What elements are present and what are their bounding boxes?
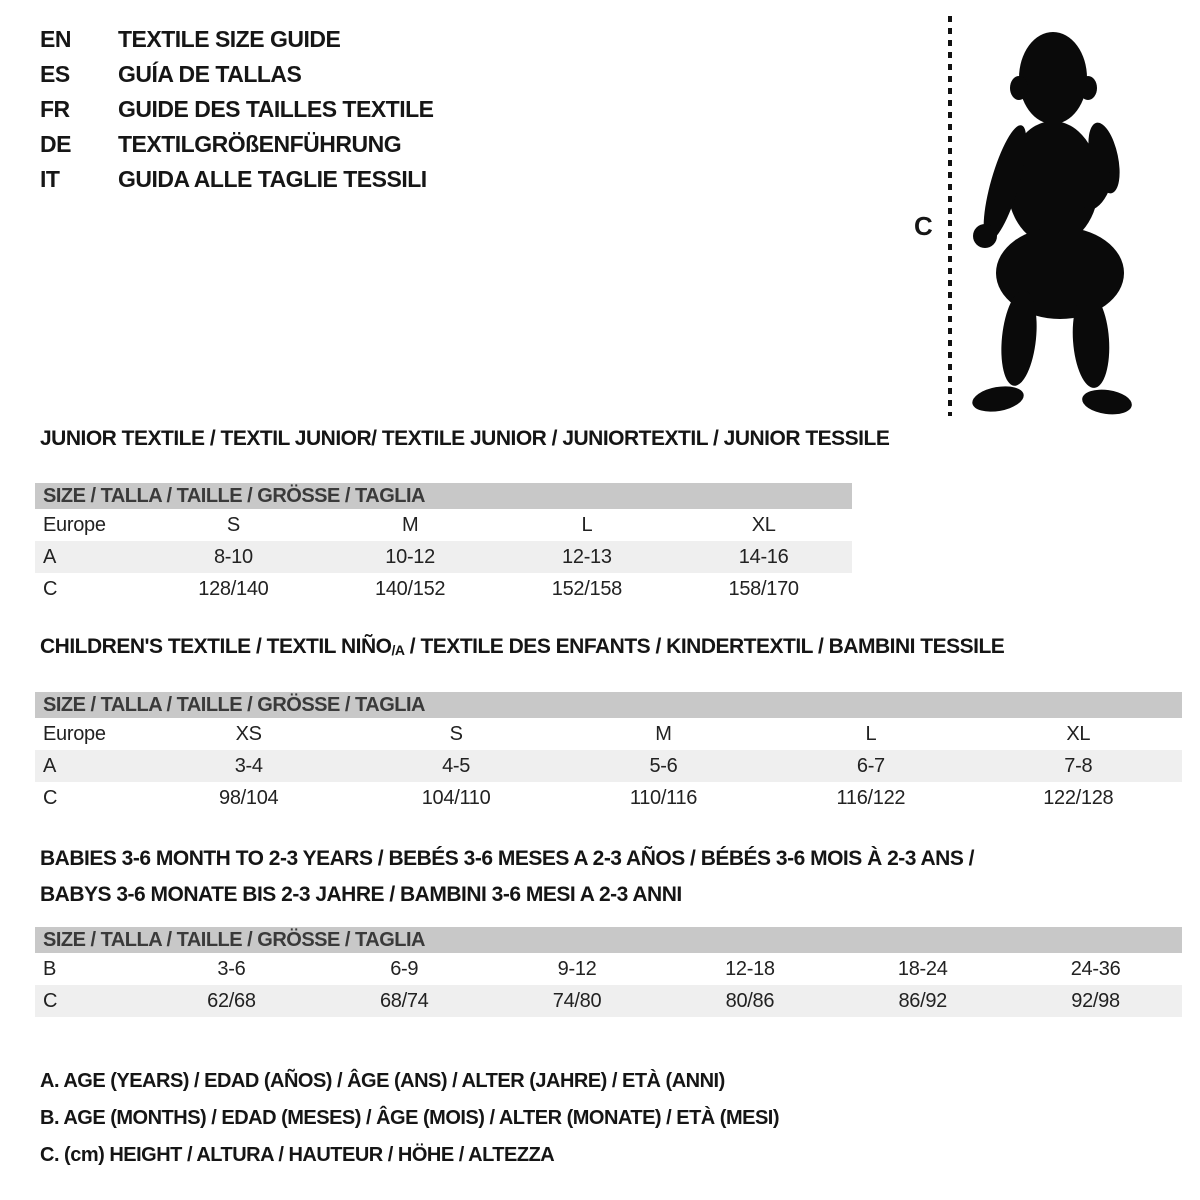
- table-row: [35, 782, 1182, 814]
- language-guide-title: GUIDE DES TAILLES TEXTILE: [118, 96, 434, 122]
- language-code: ES: [40, 61, 70, 87]
- row-cell: 122/128: [1043, 786, 1114, 809]
- language-title-list: [40, 22, 434, 197]
- row-cell: 158/170: [728, 577, 799, 600]
- row-cell: S: [226, 513, 240, 536]
- row-label: C: [43, 786, 58, 809]
- row-cell: 14-16: [738, 545, 789, 568]
- language-guide-title: TEXTILE SIZE GUIDE: [118, 26, 341, 52]
- section-title: [35, 841, 1182, 913]
- language-row: [40, 57, 434, 92]
- height-dashed-line: [948, 16, 952, 416]
- row-cell: 68/74: [379, 989, 429, 1012]
- row-label: C: [43, 577, 58, 600]
- language-guide-title: TEXTILGRÖßENFÜHRUNG: [118, 131, 402, 157]
- footnote-line: B. AGE (MONTHS) / EDAD (MESES) / ÂGE (MOIS) / ALTER (MONATE) / ETÀ (MESI): [40, 1107, 780, 1129]
- table-header-bar: SIZE / TALLA / TAILLE / GRÖSSE / TAGLIA: [35, 483, 852, 509]
- row-cell: 6-9: [390, 957, 419, 980]
- language-row: [40, 92, 434, 127]
- row-cell: 24-36: [1070, 957, 1121, 980]
- language-code: FR: [40, 96, 70, 122]
- row-cell: L: [581, 513, 593, 536]
- section-title: [35, 632, 1182, 663]
- row-cell: 10-12: [385, 545, 435, 568]
- row-label: A: [43, 754, 57, 777]
- row-label: C: [43, 989, 58, 1012]
- row-label: A: [43, 545, 57, 568]
- toddler-silhouette-icon: [963, 18, 1135, 416]
- table-row: [35, 718, 1182, 750]
- table-row: [35, 509, 852, 541]
- language-row: [40, 22, 434, 57]
- row-cell: L: [865, 722, 877, 745]
- row-label: Europe: [43, 722, 106, 745]
- language-guide-title: GUIDA ALLE TAGLIE TESSILI: [118, 166, 427, 192]
- table-row: [35, 541, 852, 573]
- row-cell: 152/158: [551, 577, 622, 600]
- table-row: [35, 985, 1182, 1017]
- row-cell: 7-8: [1064, 754, 1093, 777]
- row-cell: 12-13: [562, 545, 612, 568]
- row-cell: 80/86: [725, 989, 775, 1012]
- row-cell: 140/152: [375, 577, 446, 600]
- row-cell: 62/68: [207, 989, 256, 1012]
- height-measure-label: C: [914, 211, 933, 241]
- table-header-bar: SIZE / TALLA / TAILLE / GRÖSSE / TAGLIA: [35, 927, 1182, 953]
- row-cell: M: [655, 722, 672, 745]
- row-cell: 92/98: [1071, 989, 1120, 1012]
- row-cell: 12-18: [725, 957, 775, 980]
- language-row: [40, 127, 434, 162]
- row-cell: 3-4: [234, 754, 263, 777]
- language-row: [40, 162, 434, 197]
- row-cell: 128/140: [198, 577, 269, 600]
- row-label: Europe: [43, 513, 106, 536]
- row-cell: 104/110: [421, 786, 491, 809]
- row-cell: XL: [751, 513, 776, 536]
- row-cell: 110/116: [629, 786, 698, 809]
- row-cell: 4-5: [442, 754, 471, 777]
- section-babies: [35, 841, 1182, 1017]
- section-title-line: BABIES 3-6 MONTH TO 2-3 YEARS / BEBÉS 3-6 MESES A 2-3 AÑOS / BÉBÉS 3-6 MOIS À 2-3 ANS /: [40, 847, 975, 870]
- row-cell: XL: [1066, 722, 1091, 745]
- row-cell: 116/122: [836, 786, 906, 809]
- size-table: [35, 692, 1182, 814]
- section-title-line: BABYS 3-6 MONATE BIS 2-3 JAHRE / BAMBINI 3-6 MESI A 2-3 ANNI: [40, 883, 682, 906]
- row-cell: 8-10: [213, 545, 253, 568]
- row-cell: XS: [235, 722, 262, 745]
- table-row: [35, 953, 1182, 985]
- row-label: B: [43, 957, 57, 980]
- footnote-line: A. AGE (YEARS) / EDAD (AÑOS) / ÂGE (ANS) / ALTER (JAHRE) / ETÀ (ANNI): [40, 1070, 725, 1092]
- row-cell: S: [449, 722, 463, 745]
- table-header-bar: SIZE / TALLA / TAILLE / GRÖSSE / TAGLIA: [35, 692, 1182, 718]
- section-title-line: CHILDREN'S TEXTILE / TEXTIL NIÑO/A / TEXTILE DES ENFANTS / KINDERTEXTIL / BAMBINI TESSILE: [40, 635, 1005, 658]
- row-cell: 5-6: [649, 754, 678, 777]
- language-code: DE: [40, 131, 71, 157]
- row-cell: 98/104: [219, 786, 279, 809]
- row-cell: 86/92: [898, 989, 948, 1012]
- section-children: [35, 632, 1182, 814]
- row-cell: 18-24: [897, 957, 948, 980]
- footnotes: [40, 1063, 779, 1174]
- footnote-line: C. (cm) HEIGHT / ALTURA / HAUTEUR / HÖHE / ALTEZZA: [40, 1144, 555, 1166]
- language-code: IT: [40, 166, 60, 192]
- row-cell: 74/80: [552, 989, 602, 1012]
- language-guide-title: GUÍA DE TALLAS: [118, 61, 302, 87]
- row-cell: 6-7: [856, 754, 885, 777]
- section-title-line: JUNIOR TEXTILE / TEXTIL JUNIOR/ TEXTILE JUNIOR / JUNIORTEXTIL / JUNIOR TESSILE: [40, 427, 890, 450]
- row-cell: 3-6: [217, 957, 246, 980]
- section-title: [35, 424, 889, 454]
- size-table: [35, 483, 852, 605]
- table-row: [35, 573, 852, 605]
- row-cell: M: [401, 513, 419, 536]
- language-code: EN: [40, 26, 71, 52]
- table-row: [35, 750, 1182, 782]
- size-table: [35, 927, 1182, 1017]
- section-junior: [35, 424, 889, 605]
- row-cell: 9-12: [557, 957, 597, 980]
